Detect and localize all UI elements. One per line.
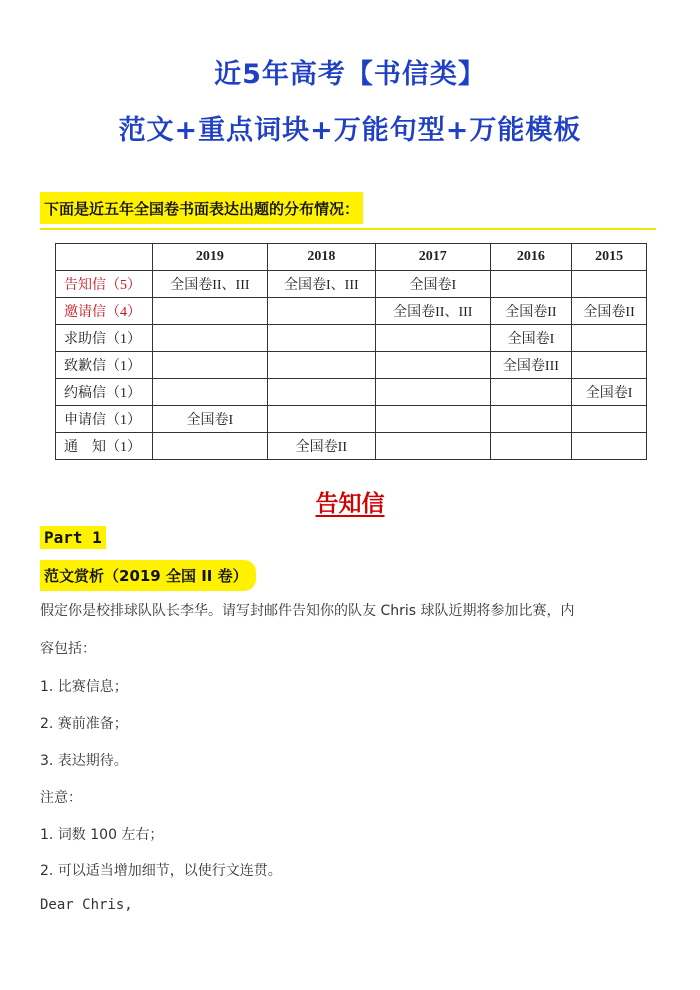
table-cell [375, 433, 490, 460]
table-cell: 全国卷I [153, 406, 268, 433]
intro-text: 下面是近五年全国卷书面表达出题的分布情况： [40, 192, 363, 224]
table-cell [267, 298, 375, 325]
table-cell [490, 379, 571, 406]
table-cell [153, 325, 268, 352]
table-cell [572, 271, 647, 298]
requirement-item: 2. 赛前准备； [40, 716, 128, 732]
table-header-cell: 2017 [375, 244, 490, 271]
table-header-cell: 2015 [572, 244, 647, 271]
sample-heading: 范文赏析（2019 全国 II 卷） [40, 560, 256, 591]
table-cell [375, 379, 490, 406]
prompt-line-1: 假定你是校排球队队长李华。请写封邮件告知你的队友 Chris 球队近期将参加比赛，内 [40, 603, 575, 619]
part-label: Part 1 [40, 526, 106, 549]
table-cell: 全国卷III [490, 352, 571, 379]
note-item: 1. 词数 100 左右； [40, 827, 164, 843]
table-row [56, 406, 647, 433]
letter-salutation: Dear Chris, [40, 897, 133, 913]
table-row [56, 325, 647, 352]
table-cell [375, 406, 490, 433]
table-cell: 全国卷II [267, 433, 375, 460]
table-cell [153, 379, 268, 406]
table-row [56, 298, 647, 325]
table-row [56, 271, 647, 298]
table-cell [267, 325, 375, 352]
intro-banner [40, 192, 656, 230]
table-header-cell: 2016 [490, 244, 571, 271]
table-cell [572, 325, 647, 352]
table-cell: 全国卷II [572, 298, 647, 325]
section-title-text: 告知信 [315, 491, 385, 517]
main-subtitle: 范文+重点词块+万能句型+万能模板 [118, 115, 582, 146]
table-cell [375, 325, 490, 352]
table-cell [153, 298, 268, 325]
table-cell [267, 406, 375, 433]
table-cell [153, 352, 268, 379]
section-title [0, 485, 700, 518]
table-cell [490, 271, 571, 298]
row-label: 求助信（1） [56, 325, 153, 352]
table-cell: 全国卷I [375, 271, 490, 298]
table-row [56, 379, 647, 406]
row-label: 申请信（1） [56, 406, 153, 433]
table-row [56, 433, 647, 460]
row-label: 告知信（5） [56, 271, 153, 298]
requirement-item: 3. 表达期待。 [40, 753, 128, 769]
table-cell: 全国卷I [490, 325, 571, 352]
table-cell [572, 433, 647, 460]
row-label: 致歉信（1） [56, 352, 153, 379]
table-cell: 全国卷II、III [375, 298, 490, 325]
row-label: 约稿信（1） [56, 379, 153, 406]
table-header-cell [56, 244, 153, 271]
table-cell [267, 379, 375, 406]
table-cell: 全国卷I、III [267, 271, 375, 298]
note-heading: 注意： [40, 790, 82, 806]
note-item: 2. 可以适当增加细节，以使行文连贯。 [40, 863, 282, 879]
row-label: 通 知（1） [56, 433, 153, 460]
table-cell [375, 352, 490, 379]
table-cell: 全国卷II [490, 298, 571, 325]
prompt-line-2: 容包括： [40, 641, 96, 657]
distribution-table [55, 243, 647, 460]
row-label: 邀请信（4） [56, 298, 153, 325]
table-header-row [56, 244, 647, 271]
table-cell [490, 406, 571, 433]
table-cell [267, 352, 375, 379]
table-cell: 全国卷I [572, 379, 647, 406]
table-cell [153, 433, 268, 460]
requirement-item: 1. 比赛信息； [40, 679, 128, 695]
table-cell: 全国卷II、III [153, 271, 268, 298]
main-title: 近5年高考【书信类】 [214, 59, 486, 90]
table-header-cell: 2018 [267, 244, 375, 271]
table-header-cell: 2019 [153, 244, 268, 271]
table-cell [572, 352, 647, 379]
table-cell [490, 433, 571, 460]
table-row [56, 352, 647, 379]
table-cell [572, 406, 647, 433]
